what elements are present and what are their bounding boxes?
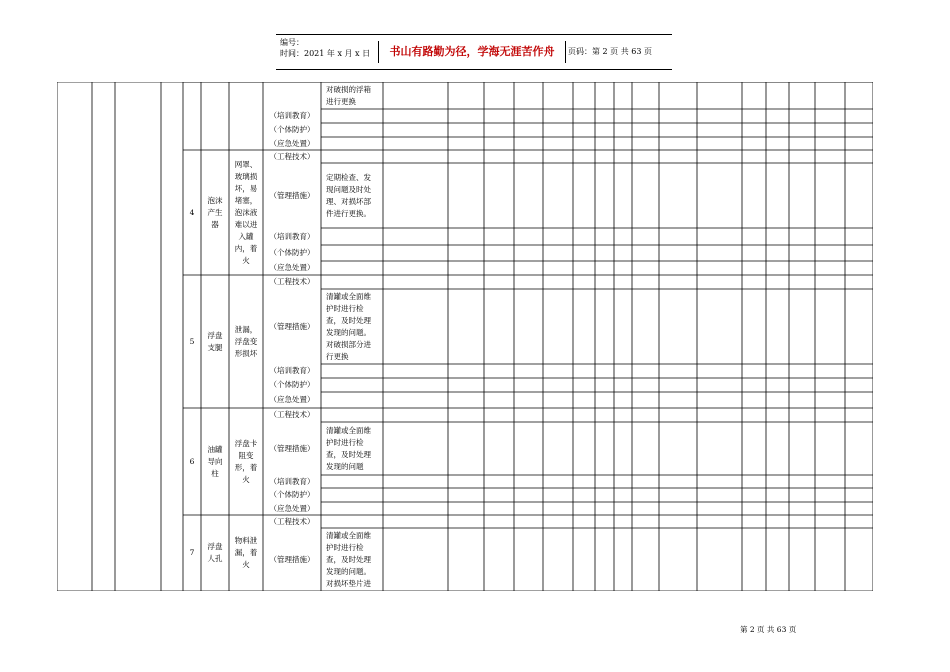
measure-type-cell xyxy=(264,289,320,364)
measure-detail-cell xyxy=(326,475,378,488)
measure-type-cell-text: （培训教育） xyxy=(269,231,315,241)
measure-detail-cell xyxy=(326,364,378,378)
measure-detail-cell-text: 定期检查、发现问题及时处理、对损坏部件进行更换。 xyxy=(326,172,371,218)
measure-type-cell xyxy=(264,137,320,150)
measure-detail-cell xyxy=(326,515,378,528)
header-slogan: 书山有路勤为径，学海无涯苦作舟 xyxy=(378,41,566,63)
measure-detail-cell xyxy=(326,378,378,392)
measure-type-cell-text: （管理措施） xyxy=(269,443,315,453)
measure-type-cell-text: （应急处置） xyxy=(269,395,315,404)
equipment-name-cell xyxy=(206,82,224,150)
measure-detail-cell xyxy=(326,422,378,475)
measure-detail-cell xyxy=(326,289,378,364)
hazard-description-cell xyxy=(233,82,259,150)
item-number-cell xyxy=(184,275,200,408)
measure-type-cell xyxy=(264,502,320,515)
document-date: 时间：2021 年 x 月 x 日 xyxy=(280,49,371,58)
measure-type-cell-text: （工程技术） xyxy=(269,516,315,526)
item-number-cell xyxy=(184,515,200,591)
page-header xyxy=(276,34,672,70)
measure-detail-cell xyxy=(326,245,378,261)
measure-type-cell xyxy=(264,378,320,392)
measure-type-cell xyxy=(264,422,320,475)
measure-type-cell-text: （个体防护） xyxy=(269,248,315,257)
measure-type-cell-text: （管理措施） xyxy=(269,190,315,200)
hazard-description-cell-text: 物料泄漏，着火 xyxy=(234,536,258,569)
hazard-description-cell-text: 浮盘卡阻变形，着火 xyxy=(234,438,258,484)
measure-type-cell-text: （个体防护） xyxy=(269,490,315,499)
measure-type-cell xyxy=(264,364,320,378)
measure-detail-cell xyxy=(326,150,378,163)
item-number-cell xyxy=(184,150,200,275)
measure-type-cell xyxy=(264,408,320,422)
page-footer: 第 2 页 共 63 页 xyxy=(740,625,797,634)
measure-detail-cell xyxy=(326,163,378,228)
document-number-label: 编号： xyxy=(280,38,304,47)
header-page-info: 页码：第 2 页 共 63 页 xyxy=(568,47,652,56)
equipment-name-cell xyxy=(206,150,224,275)
table-grid-lines xyxy=(57,82,873,591)
hazard-description-cell xyxy=(233,515,259,591)
equipment-name-cell-text: 泡沫产生器 xyxy=(207,195,223,229)
measure-type-cell xyxy=(264,488,320,502)
measure-detail-cell-text: 清罐或全面维护时进行检查，及时处理发现的问题 xyxy=(326,425,371,471)
measure-type-cell-text: （培训教育） xyxy=(269,476,315,486)
measure-type-cell-text: （工程技术） xyxy=(269,277,315,286)
measure-type-cell xyxy=(264,261,320,275)
equipment-name-cell-text: 浮盘人孔 xyxy=(207,542,223,563)
measure-detail-cell xyxy=(326,109,378,123)
hazard-description-cell-text: 泄漏，浮盘变形损坏 xyxy=(234,324,258,358)
measure-type-cell-text: （管理措施） xyxy=(269,321,315,331)
item-number-cell-text: 4 xyxy=(189,207,195,217)
measure-detail-cell xyxy=(326,82,378,109)
measure-type-cell xyxy=(264,245,320,261)
measure-type-cell xyxy=(264,163,320,228)
measure-type-cell xyxy=(264,150,320,163)
measure-detail-cell xyxy=(326,488,378,502)
item-number-cell xyxy=(184,82,200,150)
hazard-description-cell xyxy=(233,408,259,515)
measure-type-cell xyxy=(264,392,320,408)
hazard-description-cell-text: 网罩、玻璃损坏，易堵塞，泡沫液难以进入罐内，着火 xyxy=(234,159,258,265)
equipment-name-cell xyxy=(206,408,224,515)
measure-detail-cell xyxy=(326,502,378,515)
measure-type-cell xyxy=(264,528,320,591)
hazard-analysis-table xyxy=(57,82,873,591)
item-number-cell-text: 5 xyxy=(189,336,195,346)
measure-detail-cell xyxy=(326,392,378,408)
item-number-cell-text: 7 xyxy=(189,548,195,557)
measure-detail-cell xyxy=(326,123,378,137)
measure-type-cell xyxy=(264,275,320,289)
measure-type-cell-text: （个体防护） xyxy=(269,125,315,134)
measure-detail-cell xyxy=(326,261,378,275)
measure-type-cell-text: （工程技术） xyxy=(269,151,315,161)
hazard-description-cell xyxy=(233,150,259,275)
measure-detail-cell-text: 清罐或全面维护时进行检查，及时处理发现的问题。对损坏垫片进 xyxy=(326,530,371,588)
equipment-name-cell xyxy=(206,275,224,408)
item-number-cell xyxy=(184,408,200,515)
equipment-name-cell-text: 浮盘支腿 xyxy=(207,330,223,352)
item-number-cell-text: 6 xyxy=(189,456,195,466)
measure-type-cell-text: （应急处置） xyxy=(269,263,315,272)
measure-detail-cell xyxy=(326,137,378,150)
measure-type-cell xyxy=(264,123,320,137)
measure-type-cell xyxy=(264,82,320,109)
measure-detail-cell xyxy=(326,528,378,591)
measure-type-cell-text: （培训教育） xyxy=(269,111,315,120)
measure-type-cell-text: （管理措施） xyxy=(269,554,315,564)
measure-type-cell-text: （应急处置） xyxy=(269,503,315,513)
measure-type-cell-text: （工程技术） xyxy=(269,410,315,419)
measure-type-cell xyxy=(264,515,320,528)
hazard-description-cell xyxy=(233,275,259,408)
measure-detail-cell xyxy=(326,275,378,289)
measure-detail-cell xyxy=(326,228,378,245)
measure-type-cell-text: （应急处置） xyxy=(269,138,315,148)
header-meta xyxy=(280,37,370,59)
equipment-name-cell xyxy=(206,515,224,591)
measure-detail-cell xyxy=(326,408,378,422)
measure-type-cell-text: （培训教育） xyxy=(269,366,315,375)
measure-type-cell xyxy=(264,109,320,123)
measure-type-cell xyxy=(264,475,320,488)
measure-type-cell xyxy=(264,228,320,245)
measure-detail-cell-text: 清罐或全面维护时进行检查，及时处理发现的问题。对破损部分进行更换 xyxy=(326,291,371,361)
equipment-name-cell-text: 油罐导向柱 xyxy=(207,444,223,478)
measure-type-cell-text: （个体防护） xyxy=(269,380,315,389)
measure-detail-cell-text: 对破损的浮箱进行更换 xyxy=(326,84,371,106)
